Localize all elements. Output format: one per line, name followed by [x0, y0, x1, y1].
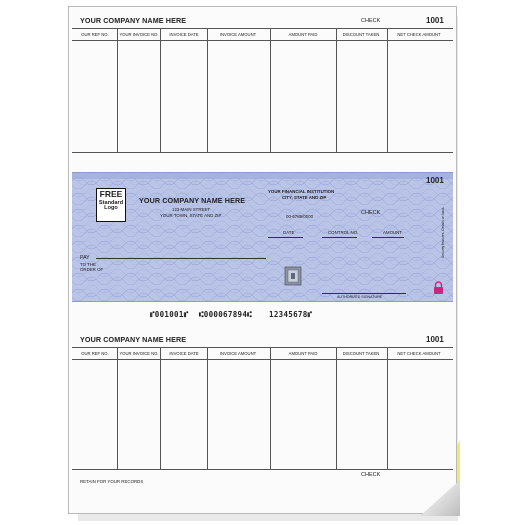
stub2-bottom-rule	[72, 469, 453, 470]
stub2-top-rule	[72, 347, 453, 348]
stub-bottom-rule	[72, 152, 453, 153]
stub2-col-header: DISCOUNT TAKEN	[342, 351, 380, 356]
pay-line	[96, 258, 266, 259]
stub2-column-divider	[270, 347, 271, 469]
stub2-header-rule	[72, 359, 453, 360]
stub-column-divider	[336, 28, 337, 152]
stub-column-divider	[207, 28, 208, 152]
bank-name: YOUR FINANCIAL INSTITUTION	[268, 189, 335, 194]
check-number: 1001	[426, 176, 444, 185]
logo-placeholder	[96, 188, 126, 222]
check-company-name: YOUR COMPANY NAME HERE	[139, 196, 246, 205]
check-top-border	[72, 173, 453, 179]
stub-col-header: INVOICE AMOUNT	[219, 32, 257, 37]
amount-label: AMOUNT	[383, 230, 403, 235]
micr-routing-number: ⑆000067894⑆	[199, 310, 252, 319]
date-label: DATE	[283, 230, 295, 235]
logo-line: Logo	[104, 205, 118, 212]
stub-col-header: AMOUNT PAID	[288, 32, 318, 37]
fraction-code: 00-6789/0000	[286, 214, 314, 219]
stub-column-divider	[387, 28, 388, 152]
logo-line: Standard	[98, 199, 124, 206]
stub2-column-divider	[117, 347, 118, 469]
stub2-col-header: OUR REF NO.	[81, 351, 109, 356]
stub2-company-name: YOUR COMPANY NAME HERE	[80, 335, 187, 344]
bank-city: CITY, STATE AND ZIP	[282, 195, 327, 200]
stub2-col-header: INVOICE AMOUNT	[219, 351, 257, 356]
retain-records-label: RETAIN FOR YOUR RECORDS	[80, 479, 144, 484]
stub2-check-label: CHECK	[361, 472, 381, 478]
stub-col-header: INVOICE DATE	[169, 32, 199, 37]
check-address-line2: YOUR TOWN, STATE AND ZIP	[160, 213, 222, 218]
security-features-note: Security features. Details on back.	[441, 206, 445, 258]
stub2-column-divider	[387, 347, 388, 469]
stub2-column-divider	[160, 347, 161, 469]
signature-label: AUTHORIZED SIGNATURE	[337, 295, 383, 299]
stub-company-name: YOUR COMPANY NAME HERE	[80, 16, 187, 25]
security-seal-icon	[284, 266, 302, 286]
logo-line: FREE	[99, 189, 123, 199]
control-line	[322, 237, 357, 238]
stub2-col-header: AMOUNT PAID	[288, 351, 318, 356]
stub2-check-number: 1001	[426, 335, 444, 344]
check-address-line1: 123 MAIN STREET	[172, 207, 211, 212]
signature-line	[322, 293, 406, 294]
amount-line	[372, 237, 404, 238]
stub-col-header: DISCOUNT TAKEN	[342, 32, 380, 37]
to-the-label: TO THE	[80, 262, 96, 267]
micr-account-number: 12345678⑈	[269, 310, 313, 319]
stub-column-divider	[160, 28, 161, 152]
date-line	[268, 237, 303, 238]
stub2-col-header: INVOICE DATE	[169, 351, 199, 356]
stub-column-divider	[117, 28, 118, 152]
stub-col-header: NET CHECK AMOUNT	[397, 32, 441, 37]
stub-header-rule	[72, 40, 453, 41]
order-of-label: ORDER OF	[80, 267, 104, 272]
stub2-column-divider	[207, 347, 208, 469]
stub-check-number: 1001	[426, 16, 444, 25]
stub-column-divider	[270, 28, 271, 152]
padlock-icon	[433, 281, 444, 295]
stub-col-header: YOUR INVOICE NO.	[119, 32, 159, 37]
check-check-label: CHECK	[361, 210, 381, 216]
control-number-label: CONTROL NO.	[328, 230, 359, 235]
stub2-col-header: YOUR INVOICE NO.	[119, 351, 159, 356]
micr-check-number: ⑈001001⑈	[150, 310, 189, 319]
stub-top-rule	[72, 28, 453, 29]
stub-col-header: OUR REF NO.	[81, 32, 109, 37]
pay-label: PAY	[80, 255, 90, 261]
stub2-column-divider	[336, 347, 337, 469]
stub2-col-header: NET CHECK AMOUNT	[397, 351, 441, 356]
stub-check-label: CHECK	[361, 18, 381, 24]
